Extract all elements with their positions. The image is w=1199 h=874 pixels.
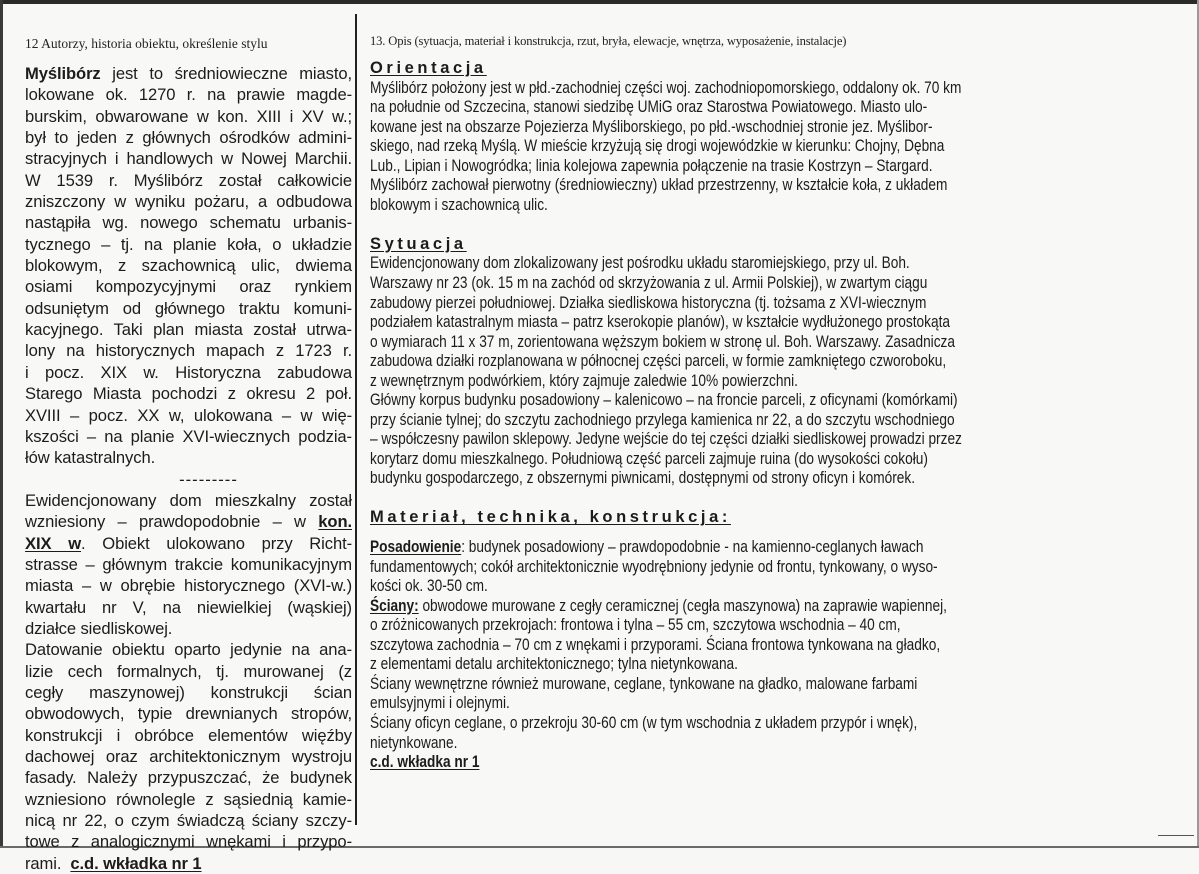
posadowienie-label: Posadowienie	[370, 538, 462, 557]
sytuacja-section: Ewidencjonowany dom zlokalizowany jest pośrodku układu staromiejskiego, przy ul. Boh. Warszawy nr 23 (ok. 15 m na zachód od skrzyżowania z ul. Armii Polskiej), w zwartym ciągu zabudowy pierzei południowej. Działka siedliskowa historyczna (tj. tożsama z XVI-wiecznym podziałem katastralnym miasta – patrz kserokopie planów), w kształcie wydłużonego prostokąta o wymiarach 11 x 37 m, zorientowana węższym bokiem w stronę ul. Boh. Warszawy. Zasadnicza zabudowa działki rozplanowana w północnej części parceli, w formie zamkniętego czworoboku, z wewnętrznym podwórkiem, który zajmuje zaledwie 10% powierzchni. Główny korpus budynku posadowiony – kalenicowo – na froncie parceli, z oficynami (komórkami) przy ścianie tylnej; do szczytu zachodniego przylega kamienica nr 22, a do szczytu wschodniego – współczesny pawilon sklepowy. Jedyne wejście do tej części działki siedliskowej prowadzi przez korytarz domu mieszkalnego. Południową część parceli zajmuje ruina (do wysokości cokołu) budynku gospodarczego, z obszernymi piwnicami, dostępnymi od strony oficyn i komórek.	[370, 254, 962, 488]
heading-orientacja: Orientacja	[370, 59, 487, 77]
heading-sytuacja: Sytuacja	[370, 234, 467, 253]
sciany-label: Ściany:	[370, 596, 419, 615]
page-left-edge	[0, 0, 3, 848]
material-section: Posadowienie: budynek posadowiony – prawdopodobnie - na kamienno-ceglanych ławach fundamentowych; cokół architektonicznie wyodrębniony jedynie od frontu, tynkowany, o wyso- kości ok. 30-50 cm. Ściany: obwodowe murowane z cegły ceramicznej (cegła maszynowa) na zaprawie wapiennej, o zróżnicowanych przekrojach: frontowa i tylna – 55 cm, szczytowa wschodnia – 40 cm, szczytowa zachodnia – 70 cm z wnękami i przyporami. Ściana frontowa tynkowana na gładko, z elementami detalu architektonicznego; tylna nietynkowana. Ściany wewnętrzne również murowane, ceglane, tynkowane na gładko, malowane farbami emulsyjnymi i olejnymi. Ściany oficyn ceglane, o przekroju 30-60 cm (w tym wschodnia z układem przypór i wnęk), nietynkowane. c.d. wkładka nr 1	[370, 538, 947, 772]
history-column	[25, 63, 352, 874]
continuation-link-right[interactable]: c.d. wkładka nr 1	[370, 753, 480, 772]
date-emphasis: kon.	[318, 512, 352, 532]
heading-material: Materiał, technika, konstrukcja:	[370, 508, 731, 527]
section-separator: ---------	[179, 469, 238, 489]
description-column	[370, 59, 1180, 773]
field-12-label: 12 Autorzy, historia obiektu, określenie stylu	[25, 36, 268, 51]
dating-paragraph: Datowanie obiektu oparto jedynie na ana- lizie cech formalnych, tj. murowanej (z cegły maszynowej) konstrukcji ścian obwodowych, typie drewnianych stropów, konstrukcji i obróbce elementów więźby dachowej oraz architektonicznym wystroju fasady. Należy przypuszczać, że budynek wzniesiono równolegle z sąsiednią kamie- nicą nr 22, o czym świadczą ściany szczy- towe z analogicznymi wnękami i przypo- rami. c.d. wkładka nr 1	[25, 640, 352, 873]
history-paragraph: Myślibórz jest to średniowieczne miasto, lokowane ok. 1270 r. na prawie magde- burskim, obwarowane w kon. XIII i XV w.; był to jeden z głównych ośrodków admini- stracyjnych i handlowych w Nowej Marchii. W 1539 r. Myślibórz został całkowicie zniszczony w wyniku pożaru, a odbudowa nastąpiła wg. nowego schematu urbanis- tycznego – tj. na planie koła, o układzie blokowym, z szachownicą ulic, dwiema osiami kompozycyjnymi oraz rynkiem odsuniętym od głównego traktu komuni- kacyjnego. Taki plan miasta został utrwa- lony na historycznych mapach z 1723 r. i pocz. XIX w. Historyczna zabudowa Starego Miasta pochodzi z okresu 2 poł. XVIII – pocz. XX w, ulokowana – w wię- kszości – na planie XVI-wiecznych podzia- łów katastralnych.	[25, 64, 352, 468]
corner-scan-mark	[1158, 835, 1194, 836]
date-emphasis-century: XIX w	[25, 533, 82, 553]
orientacja-section: Myślibórz położony jest w płd.-zachodniej części woj. zachodniopomorskiego, oddalony ok. 70 km na południe od Szczecina, stanowi siedzibę UMiG oraz Starostwa Powiatowego. Miasto ulo- kowane jest na obszarze Pojezierza Myśliborskiego, po płd.-wschodniej stronie jez. Myślibor- skiego, nad rzeką Myślą. W mieście krzyżują się drogi wojewódzkie w kierunku: Chojny, Dębna Lub., Lipian i Nowogródka; linia kolejowa zapewnia połączenie na trasie Kostrzyn – Stargard. Myślibórz zachował pierwotny (średniowieczny) układ przestrzenny, w kształcie koła, z układem blokowym i szachownicą ulic.	[370, 78, 962, 214]
continuation-link-left[interactable]: c.d. wkładka nr 1	[70, 853, 202, 873]
page-top-border	[0, 0, 1199, 4]
column-divider	[355, 14, 357, 825]
town-name: Myślibórz	[25, 64, 101, 83]
building-paragraph: Ewidencjonowany dom mieszkalny został wzniesiony – prawdopodobnie – w kon. XIX w. Obiekt ulokowano przy Richt- strasse – głównym trakcie komunikacyjnym miasta – w obrębie historycznego (XVI-w.) kwartału nr V, na niewielkiej (wąskiej) działce siedliskowej.	[25, 490, 353, 638]
field-13-label: 13. Opis (sytuacja, materiał i konstrukcja, rzut, bryła, elewacje, wnętrza, wyposażenie, instalacje)	[370, 34, 847, 48]
